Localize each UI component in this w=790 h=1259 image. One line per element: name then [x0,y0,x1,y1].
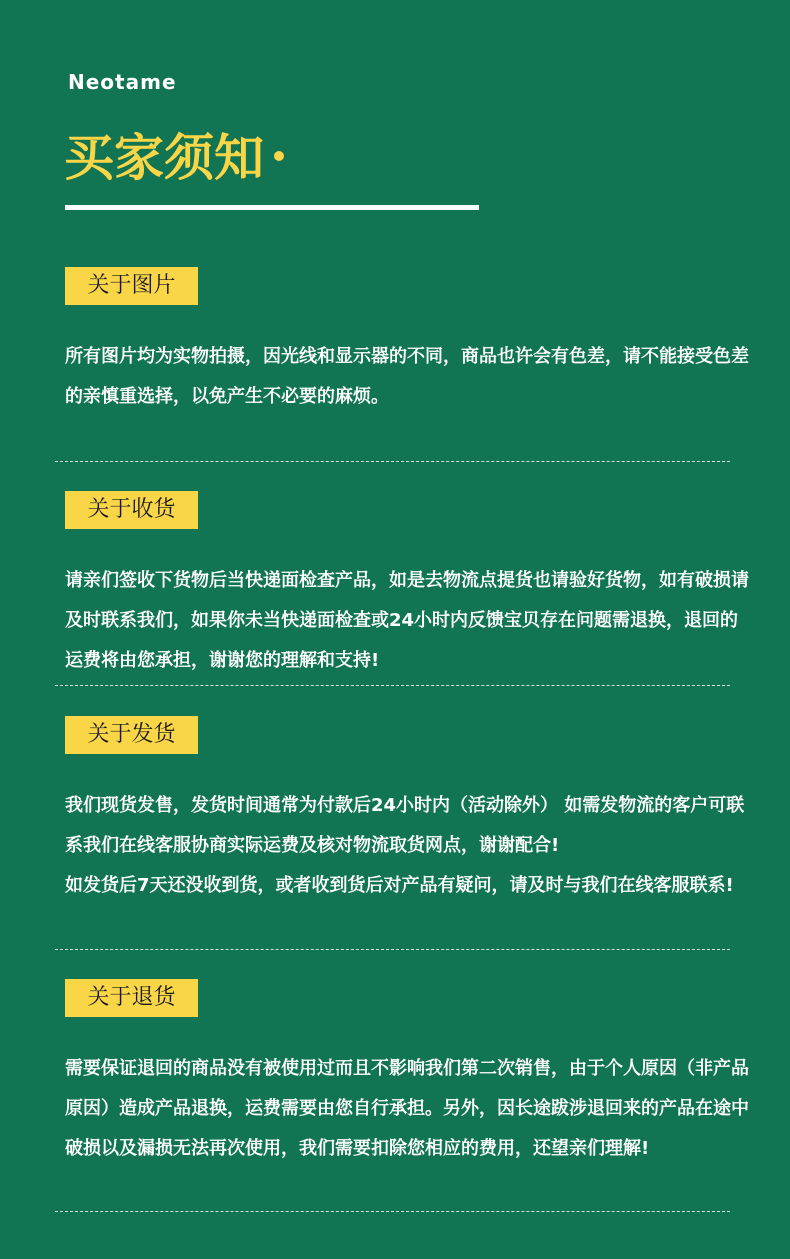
page-title-text: 买家须知 [64,129,264,187]
section-paragraph: 所有图片均为实物拍摄，因光线和显示器的不同，商品也许会有色差，请不能接受色差的亲慎重选择，以免产生不必要的麻烦。 [65,346,749,407]
section-label-shipping: 关于发货 [65,716,198,754]
page-title [64,126,284,190]
section-divider [55,1211,730,1212]
section-paragraph: 请亲们签收下货物后当快递面检查产品，如是去物流点提货也请验好货物，如有破损请及时联系我们，如果你未当快递面检查或24小时内反馈宝贝存在问题需退换，退回的运费将由您承担，谢谢您的理解和支持! [65,570,749,671]
section-label-receiving: 关于收货 [65,491,198,529]
section-text-receiving [65,561,750,681]
title-underline [65,205,479,210]
section-paragraph-2: 如发货后7天还没收到货，或者收到货后对产品有疑问，请及时与我们在线客服联系! [65,875,734,896]
section-text-returns [65,1049,750,1169]
section-text-pictures [65,337,750,417]
section-label-pictures: 关于图片 [65,267,198,305]
brand-name: Neotame [68,70,177,94]
title-dot [274,151,284,161]
section-label-returns: 关于退货 [65,979,198,1017]
section-text-shipping [65,786,750,906]
section-paragraph: 需要保证退回的商品没有被使用过而且不影响我们第二次销售，由于个人原因（非产品原因）造成产品退换，运费需要由您自行承担。另外，因长途跋涉退回来的产品在途中破损以及漏损无法再次使用，我们需要扣除您相应的费用，还望亲们理解! [65,1058,749,1159]
section-divider [55,949,730,950]
section-divider [55,461,730,462]
section-divider [55,685,730,686]
section-paragraph: 我们现货发售，发货时间通常为付款后24小时内（活动除外） 如需发物流的客户可联系我们在线客服协商实际运费及核对物流取货网点，谢谢配合! [65,795,745,856]
